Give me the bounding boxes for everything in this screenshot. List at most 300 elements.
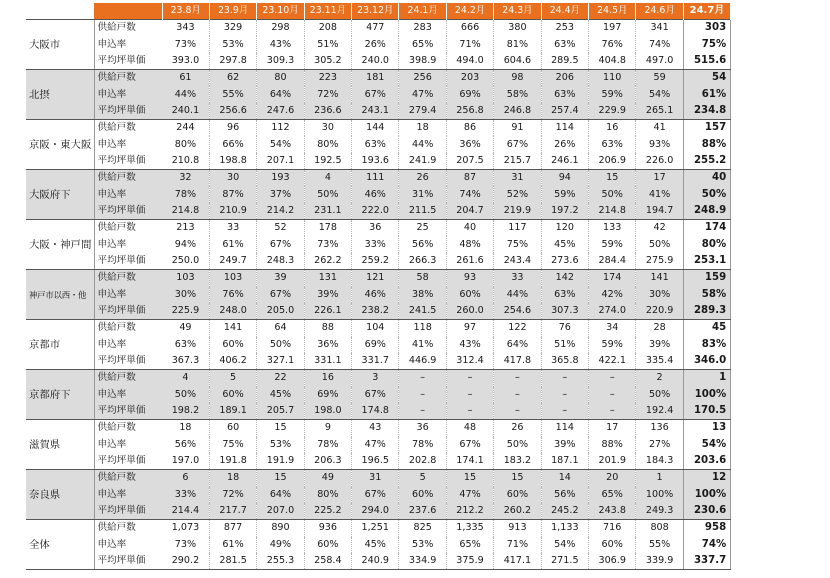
value-cell: 159	[683, 270, 730, 287]
region-label: 滋賀県	[26, 420, 94, 470]
value-cell: 112	[257, 120, 304, 137]
metric-label: 供給戸数	[94, 420, 162, 437]
value-cell: 367.3	[162, 353, 209, 370]
month-header: 24.5月	[589, 3, 636, 20]
value-cell: 39%	[304, 287, 351, 303]
value-cell: 51%	[304, 36, 351, 52]
value-cell: 1,335	[446, 520, 493, 537]
value-cell: 32	[162, 170, 209, 187]
value-cell: 202.8	[399, 453, 446, 470]
value-cell: 26%	[541, 136, 588, 152]
value-cell: 238.2	[352, 303, 399, 320]
table-row	[26, 553, 731, 570]
value-cell: 100%	[683, 487, 730, 503]
table-row	[26, 320, 731, 337]
metric-label: 供給戸数	[94, 120, 162, 137]
value-cell: 290.2	[162, 553, 209, 570]
value-cell: 74%	[446, 186, 493, 202]
value-cell: 198.2	[162, 403, 209, 420]
value-cell: 404.8	[589, 53, 636, 70]
metric-label: 供給戸数	[94, 370, 162, 387]
month-header: 24.2月	[446, 3, 493, 20]
value-cell: 174	[589, 270, 636, 287]
value-cell: 240.0	[352, 53, 399, 70]
table-row	[26, 86, 731, 102]
table-row	[26, 103, 731, 120]
value-cell: –	[541, 403, 588, 420]
value-cell: 192.4	[636, 403, 683, 420]
value-cell: 60%	[446, 287, 493, 303]
month-header: 23.9月	[209, 3, 256, 20]
value-cell: 45%	[352, 537, 399, 553]
table-row	[26, 186, 731, 202]
value-cell: 97	[446, 320, 493, 337]
value-cell: 88%	[683, 136, 730, 152]
value-cell: 16	[304, 370, 351, 387]
market-table-container	[26, 3, 731, 570]
value-cell: 255.2	[683, 153, 730, 170]
value-cell: 88%	[589, 437, 636, 453]
month-header: 23.8月	[162, 3, 209, 20]
value-cell: 335.4	[636, 353, 683, 370]
value-cell: –	[399, 387, 446, 403]
value-cell: 78%	[399, 437, 446, 453]
table-row	[26, 170, 731, 187]
metric-label: 平均坪単価	[94, 203, 162, 220]
value-cell: 26	[494, 420, 541, 437]
value-cell: 331.1	[304, 353, 351, 370]
value-cell: 73%	[304, 236, 351, 252]
value-cell: 294.0	[352, 503, 399, 520]
value-cell: 58%	[683, 287, 730, 303]
value-cell: 104	[352, 320, 399, 337]
value-cell: 203	[446, 70, 493, 87]
value-cell: 100%	[636, 487, 683, 503]
value-cell: 120	[541, 220, 588, 237]
value-cell: 241.5	[399, 303, 446, 320]
table-row	[26, 403, 731, 420]
value-cell: 271.5	[541, 553, 588, 570]
metric-label: 供給戸数	[94, 470, 162, 487]
region-label: 大阪・神戸間	[26, 220, 94, 270]
value-cell: 170.5	[683, 403, 730, 420]
value-cell: 284.4	[589, 253, 636, 270]
metric-label: 申込率	[94, 36, 162, 52]
value-cell: 50%	[589, 186, 636, 202]
value-cell: 75%	[683, 36, 730, 52]
value-cell: 114	[541, 120, 588, 137]
value-cell: 49	[162, 320, 209, 337]
metric-label: 申込率	[94, 337, 162, 353]
value-cell: 54%	[541, 537, 588, 553]
table-row	[26, 303, 731, 320]
value-cell: 446.9	[399, 353, 446, 370]
value-cell: 56%	[541, 487, 588, 503]
table-row	[26, 420, 731, 437]
table-row	[26, 537, 731, 553]
value-cell: 189.1	[209, 403, 256, 420]
value-cell: 41	[636, 120, 683, 137]
value-cell: 44%	[494, 287, 541, 303]
value-cell: 59%	[541, 186, 588, 202]
value-cell: 74%	[636, 36, 683, 52]
value-cell: 260.0	[446, 303, 493, 320]
value-cell: 45	[683, 320, 730, 337]
value-cell: 73%	[174, 38, 197, 50]
value-cell: 398.9	[399, 53, 446, 70]
value-cell: 96	[209, 120, 256, 137]
value-cell: 422.1	[589, 353, 636, 370]
value-cell: 240.1	[162, 103, 209, 120]
table-row	[26, 437, 731, 453]
value-cell: 65%	[399, 36, 446, 52]
value-cell: 141	[209, 320, 256, 337]
value-cell: 122	[494, 320, 541, 337]
value-cell: 133	[589, 220, 636, 237]
value-cell: 237.6	[399, 503, 446, 520]
value-cell: 53%	[209, 36, 256, 52]
value-cell: 2	[636, 370, 683, 387]
value-cell: 117	[494, 220, 541, 237]
value-cell: 31	[352, 470, 399, 487]
value-cell: 248.3	[257, 253, 304, 270]
value-cell: 67%	[494, 136, 541, 152]
value-cell: 205.0	[257, 303, 304, 320]
value-cell: 5	[399, 470, 446, 487]
value-cell: 48%	[446, 236, 493, 252]
value-cell: 88	[304, 320, 351, 337]
value-cell: 183.2	[494, 453, 541, 470]
metric-label: 平均坪単価	[94, 403, 162, 420]
value-cell: 36%	[446, 136, 493, 152]
value-cell: 38%	[399, 287, 446, 303]
value-cell: 12	[683, 470, 730, 487]
value-cell: 64%	[257, 487, 304, 503]
value-cell: 283	[399, 20, 446, 37]
value-cell: 9	[304, 420, 351, 437]
value-cell: 208	[304, 20, 351, 37]
value-cell: 243.4	[494, 253, 541, 270]
value-cell: 60%	[304, 537, 351, 553]
value-cell: 34	[589, 320, 636, 337]
month-header: 24.3月	[494, 3, 541, 20]
value-cell: 65%	[446, 537, 493, 553]
value-cell: 46%	[352, 287, 399, 303]
value-cell: 231.1	[304, 203, 351, 220]
value-cell: 213	[162, 220, 209, 237]
value-cell: 78%	[162, 186, 209, 202]
metric-label: 供給戸数	[94, 320, 162, 337]
metric-label: 供給戸数	[94, 170, 162, 187]
value-cell: 78%	[304, 437, 351, 453]
value-cell: 54%	[257, 136, 304, 152]
value-cell: 4	[304, 170, 351, 187]
value-cell: 307.3	[541, 303, 588, 320]
region-label: 大阪市	[26, 20, 94, 70]
value-cell: 305.2	[304, 53, 351, 70]
value-cell: 63%	[589, 136, 636, 152]
value-cell: 247.6	[257, 103, 304, 120]
value-cell: 207.5	[446, 153, 493, 170]
value-cell: 417.1	[494, 553, 541, 570]
value-cell: –	[541, 370, 588, 387]
table-row	[26, 20, 731, 37]
value-cell: 1	[683, 370, 730, 387]
value-cell: 69%	[352, 337, 399, 353]
value-cell: 281.5	[209, 553, 256, 570]
value-cell: 913	[494, 520, 541, 537]
value-cell: 94	[541, 170, 588, 187]
value-cell: 181	[352, 70, 399, 87]
value-cell: 60	[209, 420, 256, 437]
value-cell: 44%	[162, 86, 209, 102]
metric-label: 申込率	[94, 236, 162, 252]
value-cell: 59%	[589, 86, 636, 102]
value-cell: –	[589, 403, 636, 420]
value-cell: 37%	[257, 186, 304, 202]
value-cell: 61%	[209, 537, 256, 553]
value-cell: 86	[446, 120, 493, 137]
value-cell: 393.0	[162, 53, 209, 70]
value-cell: 196.5	[352, 453, 399, 470]
value-cell: 477	[352, 20, 399, 37]
value-cell: 1,073	[162, 520, 209, 537]
value-cell: 254.6	[494, 303, 541, 320]
region-label: 奈良県	[26, 470, 94, 520]
value-cell: 14	[541, 470, 588, 487]
value-cell: 131	[304, 270, 351, 287]
value-cell: 1	[636, 470, 683, 487]
value-cell: 51%	[541, 337, 588, 353]
value-cell: 60%	[589, 537, 636, 553]
value-cell: 253.1	[683, 253, 730, 270]
value-cell: 69%	[304, 387, 351, 403]
value-cell: 1,133	[541, 520, 588, 537]
value-cell: 214.8	[589, 203, 636, 220]
value-cell: 273.6	[541, 253, 588, 270]
value-cell: –	[446, 370, 493, 387]
value-cell: 121	[352, 270, 399, 287]
value-cell: 243.1	[352, 103, 399, 120]
value-cell: 248.9	[683, 203, 730, 220]
value-cell: 36	[352, 220, 399, 237]
value-cell: 56%	[174, 438, 197, 450]
value-cell: 33	[209, 220, 256, 237]
value-cell: 63%	[541, 287, 588, 303]
region-label: 京都府下	[26, 370, 94, 420]
value-cell: 825	[399, 520, 446, 537]
value-cell: –	[446, 387, 493, 403]
region-label: 北摂	[26, 70, 94, 120]
value-cell: 205.7	[257, 403, 304, 420]
value-cell: 47%	[352, 437, 399, 453]
value-cell: 76	[541, 320, 588, 337]
value-cell: 226.0	[636, 153, 683, 170]
value-cell: 246.8	[494, 103, 541, 120]
value-cell: 64%	[494, 337, 541, 353]
value-cell: 62	[209, 70, 256, 87]
value-cell: 262.2	[304, 253, 351, 270]
value-cell: 13	[683, 420, 730, 437]
value-cell: 244	[162, 120, 209, 137]
value-cell: 515.6	[683, 53, 730, 70]
table-row	[26, 503, 731, 520]
value-cell: 258.4	[304, 553, 351, 570]
metric-label: 申込率	[94, 387, 162, 403]
value-cell: 36%	[304, 337, 351, 353]
value-cell: 365.8	[541, 353, 588, 370]
value-cell: 197	[589, 20, 636, 37]
value-cell: 27%	[636, 437, 683, 453]
value-cell: 39%	[541, 437, 588, 453]
value-cell: 375.9	[446, 553, 493, 570]
value-cell: 20	[589, 470, 636, 487]
value-cell: 341	[636, 20, 683, 37]
table-row	[26, 470, 731, 487]
value-cell: 33%	[162, 487, 209, 503]
value-cell: 61%	[209, 236, 256, 252]
value-cell: 72%	[209, 487, 256, 503]
value-cell: 63%	[541, 86, 588, 102]
value-cell: 136	[636, 420, 683, 437]
value-cell: 207.1	[257, 153, 304, 170]
value-cell: 15	[494, 470, 541, 487]
value-cell: 47%	[446, 487, 493, 503]
table-row	[26, 136, 731, 152]
month-header-row	[26, 3, 731, 20]
value-cell: 110	[589, 70, 636, 87]
metric-label: 供給戸数	[94, 220, 162, 237]
value-cell: 63%	[541, 36, 588, 52]
value-cell: 241.9	[399, 153, 446, 170]
value-cell: 87%	[209, 186, 256, 202]
value-cell: 80%	[174, 138, 197, 150]
value-cell: 259.2	[352, 253, 399, 270]
value-cell: 30	[209, 170, 256, 187]
value-cell: 178	[304, 220, 351, 237]
value-cell: 250.0	[162, 253, 209, 270]
value-cell: 346.0	[683, 353, 730, 370]
value-cell: 210.9	[209, 203, 256, 220]
month-header: 24.6月	[636, 3, 683, 20]
value-cell: 48	[446, 420, 493, 437]
value-cell: 211.5	[399, 203, 446, 220]
value-cell: 225.2	[304, 503, 351, 520]
value-cell: 103	[209, 270, 256, 287]
value-cell: 36	[399, 420, 446, 437]
value-cell: 255.3	[257, 553, 304, 570]
value-cell: 118	[399, 320, 446, 337]
value-cell: 33%	[352, 236, 399, 252]
value-cell: 157	[683, 120, 730, 137]
value-cell: 39	[257, 270, 304, 287]
value-cell: 230.6	[683, 503, 730, 520]
metric-label: 申込率	[94, 136, 162, 152]
value-cell: 261.6	[446, 253, 493, 270]
value-cell: 40	[683, 170, 730, 187]
value-cell: 54%	[636, 86, 683, 102]
value-cell: –	[494, 370, 541, 387]
value-cell: 76%	[589, 36, 636, 52]
metric-label: 申込率	[94, 537, 162, 553]
value-cell: 93	[446, 270, 493, 287]
header-corner	[26, 3, 94, 20]
value-cell: 380	[494, 20, 541, 37]
value-cell: 61	[162, 70, 209, 87]
value-cell: 60%	[494, 487, 541, 503]
value-cell: 212.2	[446, 503, 493, 520]
value-cell: 327.1	[257, 353, 304, 370]
value-cell: 497.0	[636, 53, 683, 70]
value-cell: 329	[209, 20, 256, 37]
value-cell: 41%	[636, 186, 683, 202]
value-cell: 26%	[352, 36, 399, 52]
value-cell: 55%	[209, 86, 256, 102]
month-header: 23.12月	[352, 3, 399, 20]
value-cell: 75%	[209, 437, 256, 453]
value-cell: 91	[494, 120, 541, 137]
value-cell: 234.8	[683, 103, 730, 120]
value-cell: 339.9	[636, 553, 683, 570]
value-cell: 114	[541, 420, 588, 437]
month-header: 23.11月	[304, 3, 351, 20]
value-cell: 42	[636, 220, 683, 237]
value-cell: 260.2	[494, 503, 541, 520]
value-cell: 42%	[589, 287, 636, 303]
table-row	[26, 153, 731, 170]
metric-label: 申込率	[94, 287, 162, 303]
value-cell: 71%	[494, 537, 541, 553]
table-row	[26, 453, 731, 470]
value-cell: 55%	[636, 537, 683, 553]
value-cell: 297.8	[209, 53, 256, 70]
table-row	[26, 220, 731, 237]
value-cell: 142	[541, 270, 588, 287]
value-cell: 18	[209, 470, 256, 487]
value-cell: 309.3	[257, 53, 304, 70]
value-cell: 43%	[446, 337, 493, 353]
table-row	[26, 520, 731, 537]
value-cell: 253	[541, 20, 588, 37]
value-cell: 17	[636, 170, 683, 187]
metric-label: 供給戸数	[94, 270, 162, 287]
value-cell: 217.7	[209, 503, 256, 520]
value-cell: 275.9	[636, 253, 683, 270]
value-cell: 890	[257, 520, 304, 537]
month-header: 24.4月	[541, 3, 588, 20]
value-cell: –	[446, 403, 493, 420]
value-cell: 80%	[304, 487, 351, 503]
value-cell: 30	[304, 120, 351, 137]
value-cell: 15	[446, 470, 493, 487]
value-cell: 266.3	[399, 253, 446, 270]
value-cell: 100%	[683, 387, 730, 403]
value-cell: 18	[399, 120, 446, 137]
metric-label: 平均坪単価	[94, 353, 162, 370]
value-cell: 31%	[399, 186, 446, 202]
value-cell: 206.3	[304, 453, 351, 470]
value-cell: 289.3	[683, 303, 730, 320]
value-cell: 256.8	[446, 103, 493, 120]
value-cell: 72%	[304, 86, 351, 102]
value-cell: 207.0	[257, 503, 304, 520]
value-cell: 50%	[494, 437, 541, 453]
month-header: 23.10月	[257, 3, 304, 20]
value-cell: 50%	[257, 337, 304, 353]
value-cell: 958	[683, 520, 730, 537]
value-cell: 64	[257, 320, 304, 337]
value-cell: 69%	[446, 86, 493, 102]
